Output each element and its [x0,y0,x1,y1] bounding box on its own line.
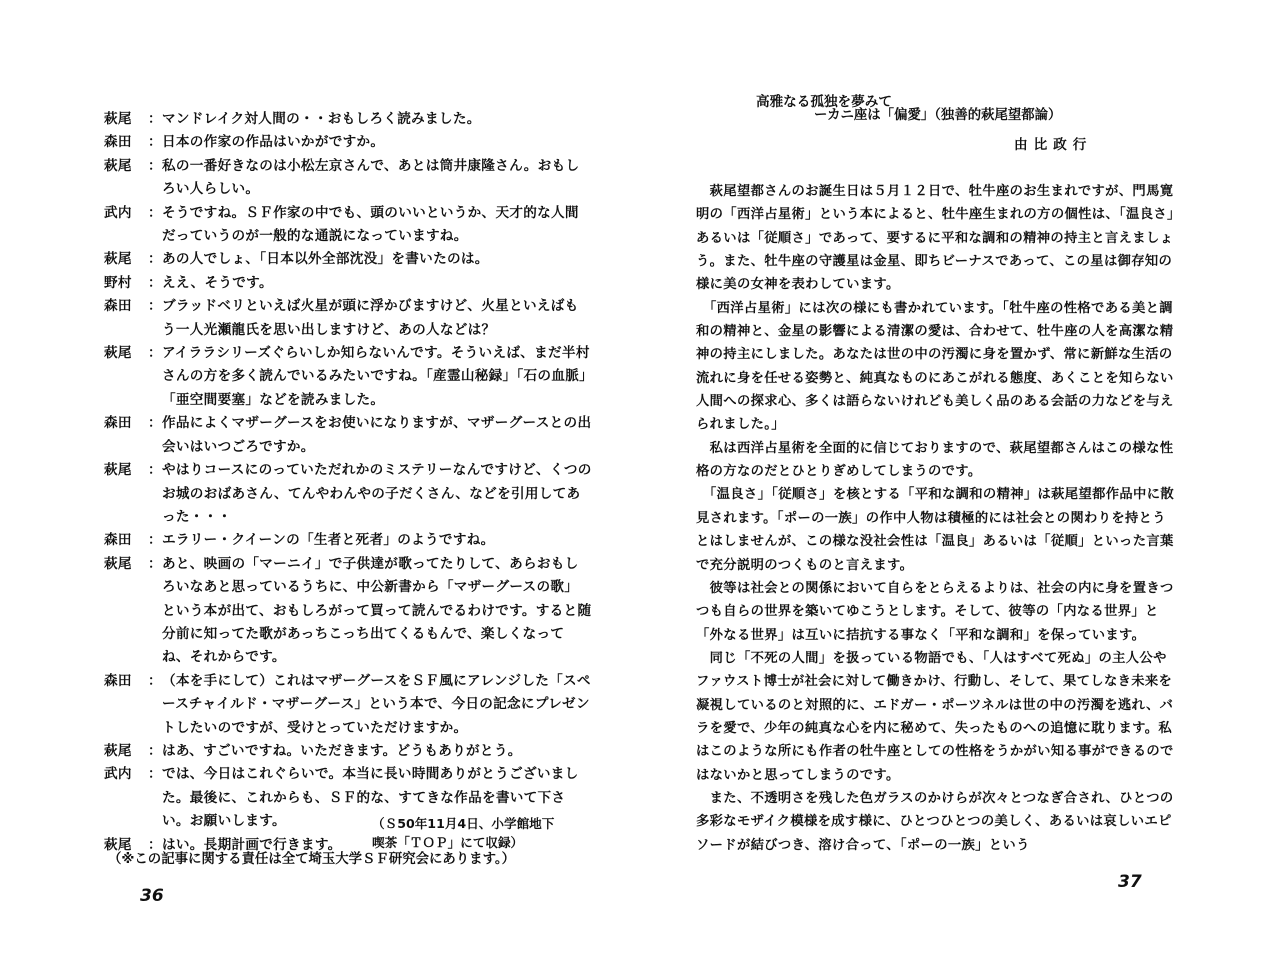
speaker-colon: ： [148,345,162,362]
speech-text: あと、映画の「マーニイ」で子供達が歌ってたりして、あらおもしろいなあと思っているうちに、中公新書から「マザーグースの歌」という本が出て、おもしろがって買って読んでるわけです。すると随分前に知ってた歌があっちこっち出てくるもんで、楽しくなってね、それからです。 [162,555,592,666]
speech-text: では、今日はこれぐらいで。本当に長い時間ありがとうございました。最後に、これからも、ＳＦ的な、すてきな作品を書いて下さい。お願いします。 [162,766,579,830]
dialogue-line [104,412,592,459]
speaker-colon: ： [148,766,162,783]
dialogue-line [104,155,592,202]
speaker-colon: ： [148,555,162,572]
speaker-name: 萩尾 [104,742,132,759]
speaker-colon: ： [148,111,162,127]
speaker-colon: ： [148,462,162,479]
speaker-colon: ： [148,204,162,221]
essay-paragraph: 私は西洋占星術を全面的に信じておりますので、萩尾望都さんはこの様な性格の方なのだとひとりぎめしてしまうのです。 [696,440,1174,480]
speaker-colon: ： [148,251,162,268]
right-page [640,0,1280,967]
speaker-name: 萩尾 [104,555,132,572]
speaker-colon: ： [148,672,162,689]
dialogue-line [104,529,592,552]
speaker-colon: ： [148,298,162,315]
speech-text: そうですね。ＳＦ作家の中でも、頭のいいというか、天才的な人間だっていうのが一般的な通説になっていますね。 [162,204,579,245]
dialogue-line [104,131,592,154]
dialogue-line [104,553,592,670]
dialogue-line [104,272,592,295]
disclaimer-note: （※この記事に関する責任は全て埼玉大学ＳＦ研究会にあります。） [108,852,515,867]
essay-subtitle: ーカニ座は「偏愛」（独善的萩尾望都論） [814,108,1062,123]
speech-text: アイララシリーズぐらいしか知らないんです。そういえば、まだ半村さんの方を多く読んでいるみたいですね。「産霊山秘録」「石の血脈」「亜空間要塞」などを読みました。 [162,345,590,408]
speaker-colon: ： [148,415,162,432]
speaker-colon: ： [148,134,162,151]
speaker-colon: ： [148,157,162,174]
speaker-name: 萩尾 [104,251,132,268]
speaker-name: 森田 [104,298,132,315]
speech-text: 日本の作家の作品はいかがですか。 [162,134,385,151]
essay-paragraph: また、不透明さを残した色ガラスのかけらが次々とつなぎ合され、ひとつの多彩なモザイク模様を成す様に、ひとつひとつの美しく、あるいは哀しいエピソードが結びつき、溶け合って、「ポーの一族」という [696,790,1174,853]
speech-text: はい。長期計画で行きます。 [162,836,342,853]
speaker-name: 萩尾 [104,345,132,362]
speaker-colon: ： [148,274,162,291]
dialogue-line [104,342,592,412]
speech-text: エラリー・クイーンの「生者と死者」のようですね。 [162,532,495,549]
speaker-colon: ： [148,532,162,549]
dialogue-line [104,295,592,342]
speaker-name: 萩尾 [104,111,132,127]
essay-paragraph: 「温良さ」「従順さ」を核とする「平和な調和の精神」は萩尾望都作品中に散見されます。「ポーの一族」の作中人物は積極的には社会との関わりを持とうとはしませんが、この様な没社会性は「温良」あるいは「従順」といった言葉で充分説明のつくものと言えます。 [696,487,1174,573]
speaker-name: 森田 [104,134,132,151]
dialogue-line [104,108,592,131]
essay-paragraph: 彼等は社会との関係において自らをとらえるよりは、社会の内に身を置きつつも自らの世界を築いてゆこうとします。そして、彼等の「内なる世界」と「外なる世界」は互いに拮抗する事なく「平和な調和」を保っています。 [696,580,1174,643]
speaker-name: 萩尾 [104,836,132,853]
speaker-name: 武内 [104,766,132,783]
speech-text: （本を手にして）これはマザーグースをＳＦ風にアレンジした「スペースチャイルド・マザーグース」という本で、今日の記念にプレゼントしたいのですが、受けとっていただけますか。 [162,672,591,736]
speech-text: ブラッドベリといえば火星が頭に浮かびますけど、火星といえばもう一人光瀬龍氏を思い出しますけど、あの人などは？ [162,298,579,338]
speaker-name: 森田 [104,672,132,689]
speaker-name: 森田 [104,415,132,432]
speaker-colon: ： [148,742,162,759]
dialogue-line [104,248,592,271]
page-number: 37 [1118,872,1142,892]
essay-body [696,180,1176,857]
essay-author: 由比政行 [1014,137,1093,153]
speech-text: やはりコースにのっていただれかのミステリーなんですけど、くつのお城のおばあさん、てんやわんやの子だくさん、などを引用してあった・・・ [162,462,592,525]
dialogue-line [104,202,592,249]
speaker-colon: ： [148,836,162,853]
page-number: 36 [140,886,164,906]
speech-text: 私の一番好きなのは小松左京さんで、あとは筒井康隆さん。おもしろい人らしい。 [162,157,580,198]
essay-paragraph: 萩尾望都さんのお誕生日は５月１２日で、牡牛座のお生まれですが、門馬寛明の「西洋占星術」という本によると、牡牛座生まれの方の個性は、「温良さ」あるいは「従順さ」であって、要するに平和な調和の精神の持主と言えましょう。また、牡牛座の守護星は金星、即ちビーナスであって、この星は御存知の様に美の女神を表わしています。 [696,184,1174,293]
dialogue-line [104,740,592,763]
speech-text: あの人でしょ、「日本以外全部沈没」を書いたのは。 [162,251,489,268]
speaker-name: 萩尾 [104,157,132,174]
speech-text: マンドレイク対人間の・・おもしろく読みました。 [162,111,481,127]
essay-paragraph: 「西洋占星術」には次の様にも書かれています。「牡牛座の性格である美と調和の精神と、金星の影響による清潔の愛は、合わせて、牡牛座の人を高潔な精神の持主にしました。あなたは世の中の汚濁に身を置かず、常に新鮮な生活の流れに身を任せる姿勢と、純真なものにあこがれる態度、あくことを知らない人間への探求心、多くは語らないけれども美しく品のある会話の力などを与えられました。」 [696,300,1174,433]
essay-title: 高雅なる孤独を夢みて [756,94,892,110]
speaker-name: 森田 [104,532,132,549]
dialogue-line [104,459,592,529]
speech-text: 作品によくマザーグースをお使いになりますが、マザーグースとの出会いはいつごろですか。 [162,415,592,455]
recording-source-note: （Ｓ50年11月4日、小学館地下 喫茶「ＴＯＰ」にて収録） [372,816,555,850]
speech-text: ええ、そうです。 [162,274,273,291]
dialogue-line [104,670,592,740]
speaker-name: 武内 [104,204,132,221]
essay-paragraph: 同じ「不死の人間」を扱っている物語でも、「人はすべて死ぬ」の主人公やファウスト博士が社会に対して働きかけ、行動し、そして、果てしなき未来を凝視しているのと対照的に、エドガー・ポーツネルは世の中の汚濁を逃れ、バラを愛で、少年の純真な心を内に秘めて、失ったものへの追憶に耽ります。私はこのような所にも作者の牡牛座としての性格をうかがい知る事ができるのではないかと思ってしまうのです。 [696,650,1174,783]
speech-text: はあ、すごいですね。いただきます。どうもありがとう。 [162,742,522,759]
speaker-name: 萩尾 [104,462,132,479]
speaker-name: 野村 [104,274,132,291]
interview-dialogue [104,108,592,857]
